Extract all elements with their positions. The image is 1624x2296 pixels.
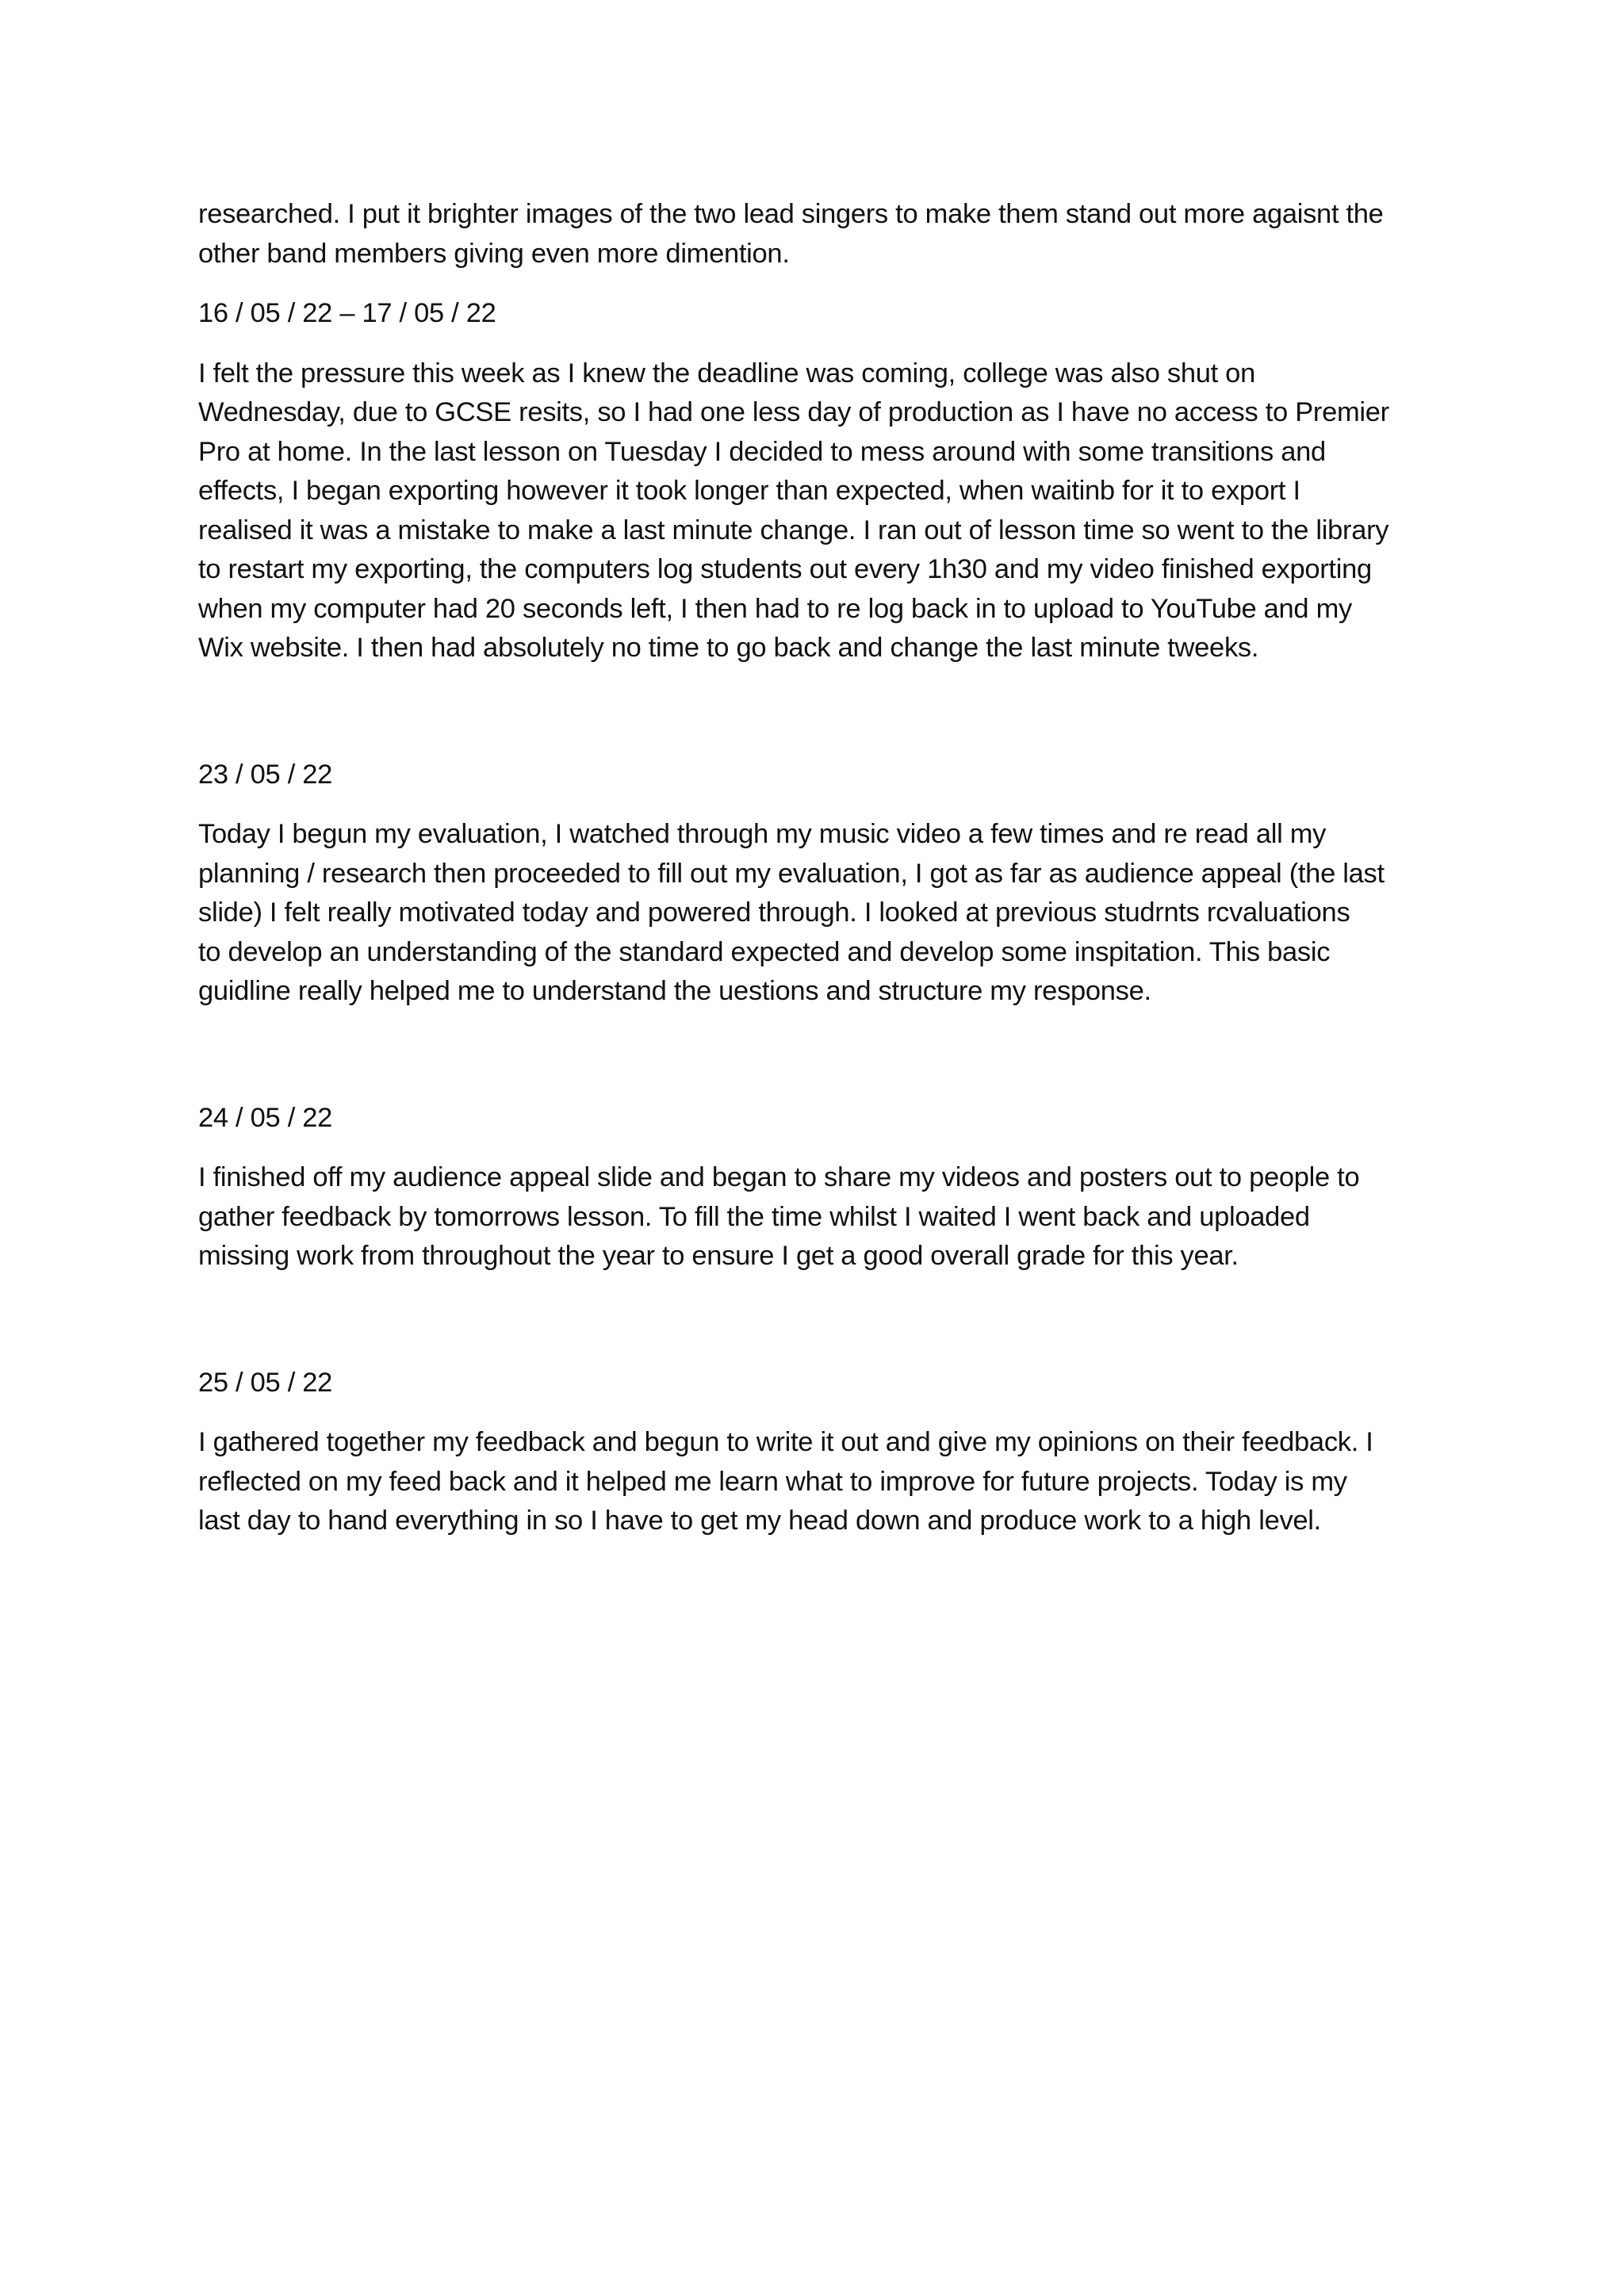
intro-paragraph bbox=[198, 195, 1451, 274]
entry-paragraph bbox=[198, 354, 1451, 668]
paragraph-line: when my computer had 20 seconds left, I then had to re log back in to upload to YouTube and my bbox=[198, 593, 1352, 624]
paragraph-line: to develop an understanding of the standard expected and develop some inspitation. This basic bbox=[198, 936, 1331, 967]
entry-date: 23 / 05 / 22 bbox=[198, 759, 333, 790]
paragraph-line: I gathered together my feedback and begun to write it out and give my opinions on their feedback. I bbox=[198, 1427, 1373, 1457]
paragraph-line: missing work from throughout the year to ensure I get a good overall grade for this year. bbox=[198, 1241, 1239, 1271]
entry-paragraph bbox=[198, 1423, 1451, 1541]
paragraph-line: guidline really helped me to understand the uestions and structure my response. bbox=[198, 976, 1151, 1006]
entry-date: 25 / 05 / 22 bbox=[198, 1367, 333, 1398]
paragraph-line: Today I begun my evaluation, I watched through my music video a few times and re read all my bbox=[198, 819, 1327, 849]
paragraph-line: Pro at home. In the last lesson on Tuesday I decided to mess around with some transitions and bbox=[198, 436, 1326, 467]
paragraph-line: Wednesday, due to GCSE resits, so I had one less day of production as I have no access to Premier bbox=[198, 397, 1389, 427]
paragraph-line: I finished off my audience appeal slide and began to share my videos and posters out to people to bbox=[198, 1162, 1360, 1192]
paragraph-line: other band members giving even more dimention. bbox=[198, 238, 790, 269]
paragraph-line: reflected on my feed back and it helped me learn what to improve for future projects. Today is my bbox=[198, 1466, 1347, 1497]
entry-paragraph bbox=[198, 815, 1451, 1012]
paragraph-line: planning / research then proceeded to fill out my evaluation, I got as far as audience appeal (the last bbox=[198, 858, 1385, 889]
paragraph-line: realised it was a mistake to make a last minute change. I ran out of lesson time so went to the library bbox=[198, 515, 1389, 545]
entry-paragraph bbox=[198, 1158, 1451, 1276]
entry-date: 16 / 05 / 22 – 17 / 05 / 22 bbox=[198, 298, 496, 328]
paragraph-line: to restart my exporting, the computers log students out every 1h30 and my video finished exporting bbox=[198, 554, 1372, 584]
paragraph-line: Wix website. I then had absolutely no time to go back and change the last minute tweeks. bbox=[198, 633, 1259, 663]
document-body bbox=[198, 195, 1451, 1541]
paragraph-line: effects, I began exporting however it took longer than expected, when waitinb for it to export I bbox=[198, 476, 1300, 506]
paragraph-line: slide) I felt really motivated today and powered through. I looked at previous studrnts rcvaluations bbox=[198, 897, 1350, 928]
entry-date: 24 / 05 / 22 bbox=[198, 1102, 333, 1133]
paragraph-line: last day to hand everything in so I have to get my head down and produce work to a high level. bbox=[198, 1506, 1321, 1536]
paragraph-line: gather feedback by tomorrows lesson. To fill the time whilst I waited I went back and uploaded bbox=[198, 1201, 1310, 1232]
paragraph-line: researched. I put it brighter images of the two lead singers to make them stand out more agaisnt the bbox=[198, 199, 1384, 229]
paragraph-line: I felt the pressure this week as I knew the deadline was coming, college was also shut on bbox=[198, 358, 1255, 388]
